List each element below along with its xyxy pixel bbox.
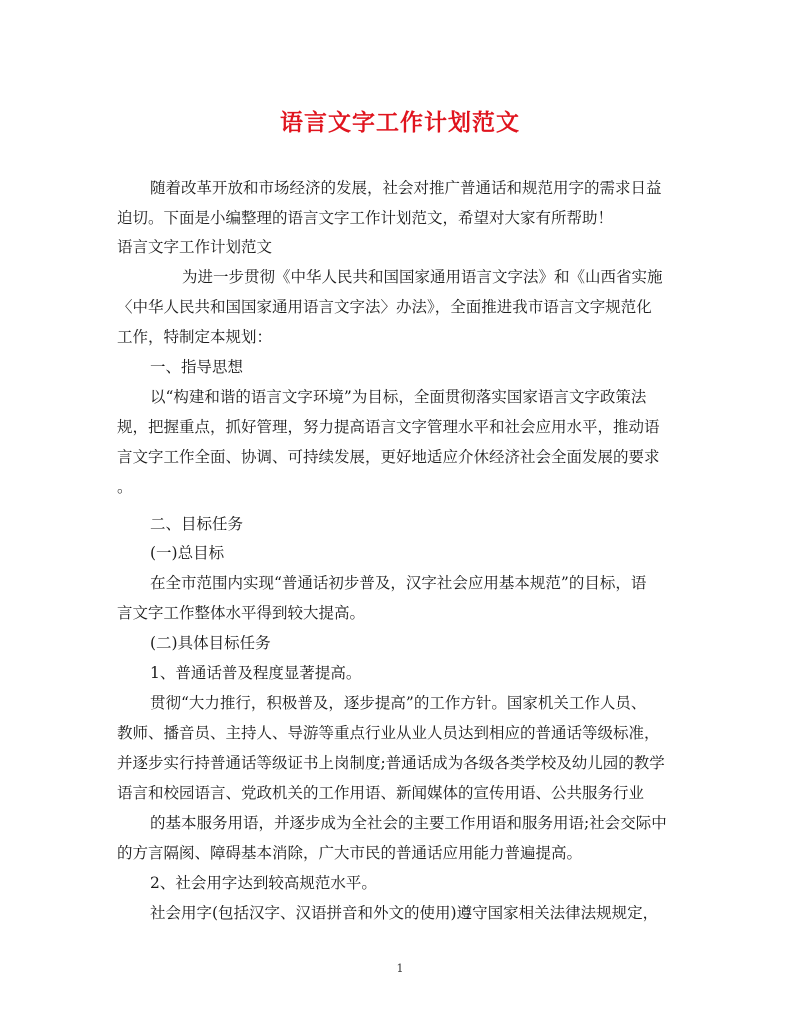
section-heading: 二、目标任务: [150, 515, 244, 533]
paragraph-line: 在全市范围内实现“普通话初步普及，汉字社会应用基本规范”的目标，语: [150, 574, 647, 592]
paragraph-line: 语言和校园语言、党政机关的工作用语、新闻媒体的宣传用语、公共服务行业: [117, 784, 645, 802]
paragraph-line: 工作，特制定本规划：: [117, 328, 273, 346]
paragraph-line: 教师、播音员、主持人、导游等重点行业从业人员达到相应的普通话等级标准，: [117, 724, 660, 742]
paragraph-line: 的基本服务用语，并逐步成为全社会的主要工作用语和服务用语;社会交际中: [150, 814, 667, 832]
section-heading: (一)总目标: [150, 544, 225, 562]
document-title: 语言文字工作计划范文: [280, 109, 520, 136]
section-heading: 1、普通话普及程度显著提高。: [150, 664, 362, 682]
section-heading: (二)具体目标任务: [150, 634, 271, 652]
paragraph-line: 言文字工作全面、协调、可持续发展，更好地适应介休经济社会全面发展的要求: [117, 448, 660, 466]
paragraph-line: 以“构建和谐的语言文字环境”为目标，全面贯彻落实国家语言文字政策法: [150, 388, 647, 406]
paragraph-line: 贯彻“大力推行，积极普及，逐步提高”的工作方针。国家机关工作人员、: [150, 694, 647, 712]
paragraph-line: 。: [117, 478, 133, 496]
page-number: 1: [396, 962, 404, 975]
section-heading: 一、指导思想: [150, 358, 244, 376]
paragraph-line: 言文字工作整体水平得到较大提高。: [117, 604, 366, 622]
paragraph-line: 规，把握重点，抓好管理，努力提高语言文字管理水平和社会应用水平，推动语: [117, 418, 660, 436]
paragraph-line: 并逐步实行持普通话等级证书上岗制度;普通话成为各级各类学校及幼儿园的教学: [117, 754, 665, 772]
paragraph-line: 为进一步贯彻《中华人民共和国国家通用语言文字法》和《山西省实施: [182, 268, 663, 286]
paragraph-line: 随着改革开放和市场经济的发展，社会对推广普通话和规范用字的需求日益: [150, 179, 662, 197]
paragraph-line: 的方言隔阂、障碍基本消除，广大市民的普通话应用能力普遍提高。: [117, 844, 583, 862]
paragraph-line: 〈中华人民共和国国家通用语言文字法〉办法》，全面推进我市语言文字规范化: [117, 298, 652, 316]
paragraph-line: 社会用字(包括汉字、汉语拼音和外文的使用)遵守国家相关法律法规规定，: [150, 904, 659, 922]
section-heading: 语言文字工作计划范文: [117, 238, 273, 256]
section-heading: 2、社会用字达到较高规范水平。: [150, 874, 377, 892]
paragraph-line: 迫切。下面是小编整理的语言文字工作计划范文，希望对大家有所帮助！: [117, 209, 614, 227]
